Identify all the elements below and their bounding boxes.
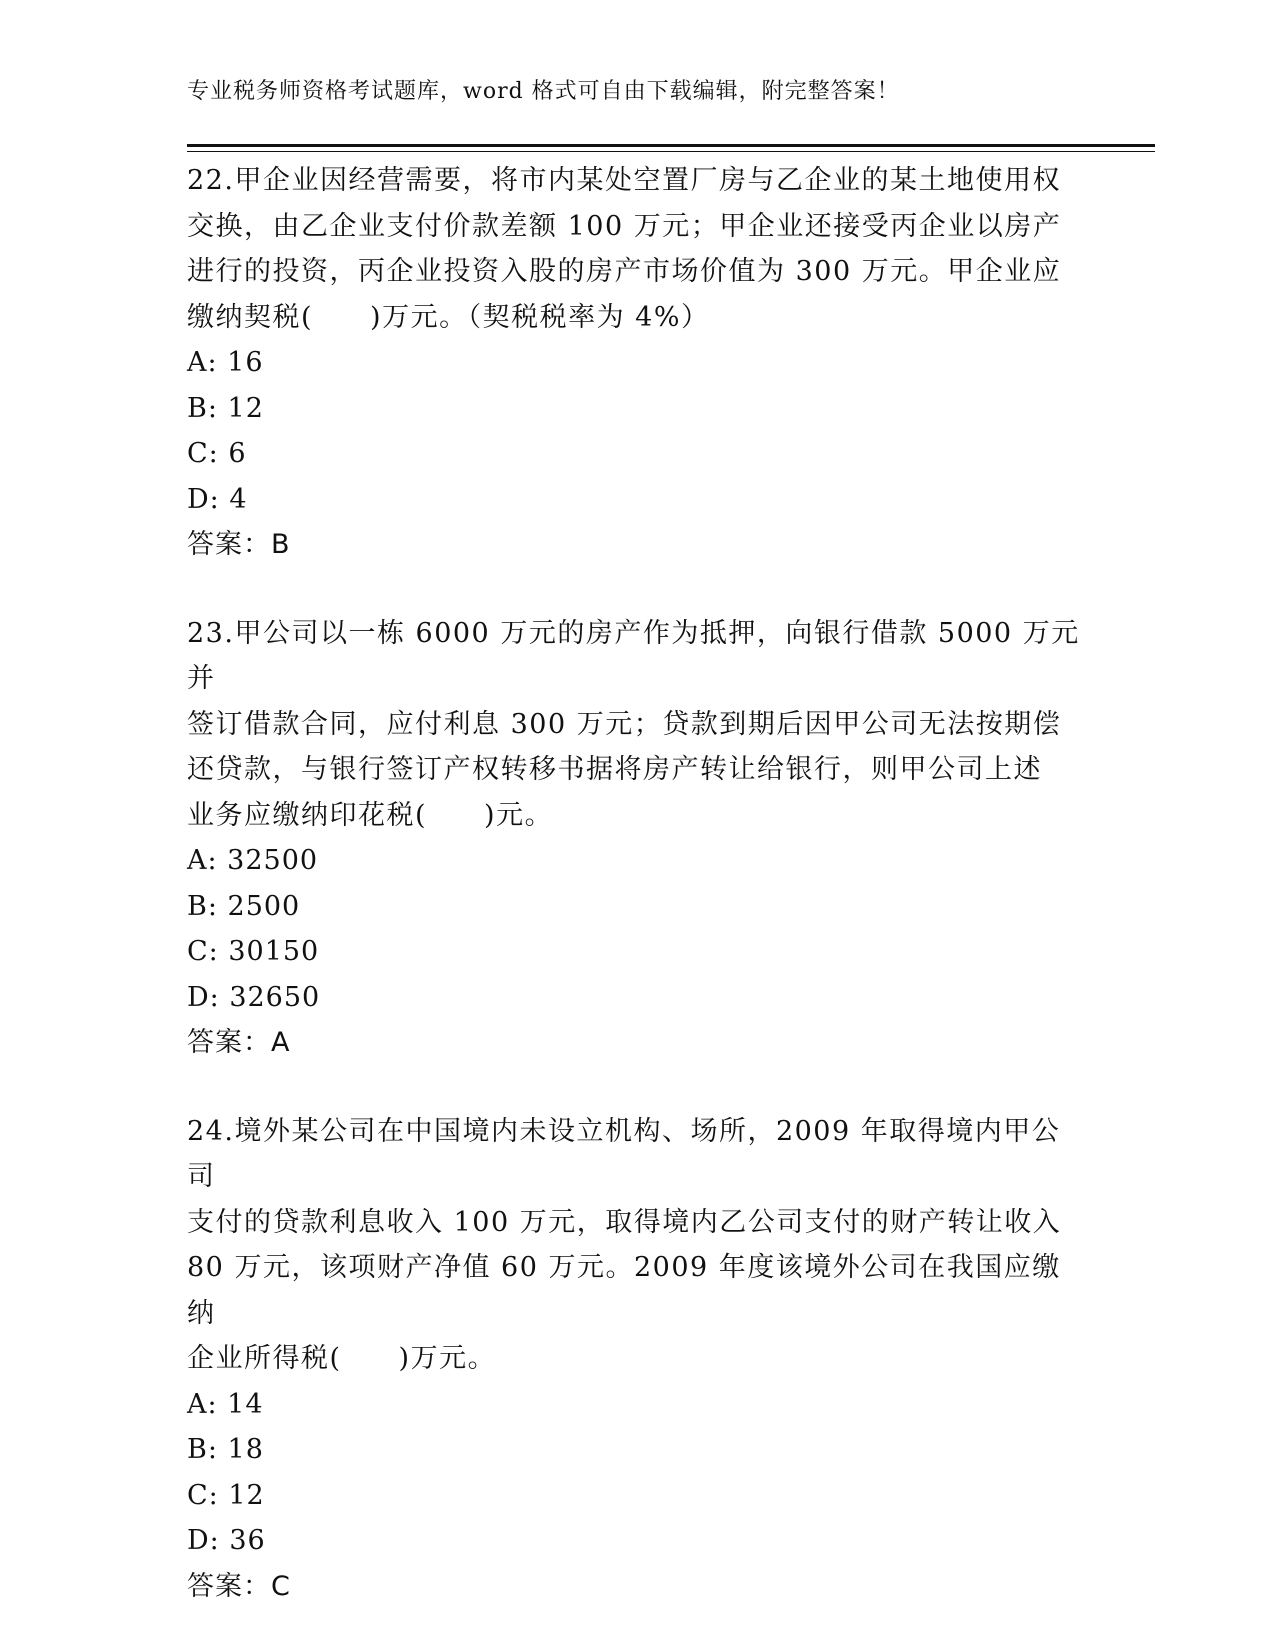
header-rule-thick	[187, 144, 1155, 147]
page-header: 专业税务师资格考试题库，word 格式可自由下载编辑，附完整答案！	[187, 79, 900, 104]
option-a: A: 14	[187, 1388, 264, 1420]
option-c: C: 6	[187, 438, 247, 469]
question-stem-line: 缴纳契税( )万元。（契税税率为 4%）	[187, 301, 710, 333]
option-b: B: 2500	[187, 890, 301, 922]
option-a: A: 16	[187, 347, 264, 378]
question-stem-line: 还贷款，与银行签订产权转移书据将房产转让给银行，则甲公司上述	[187, 754, 1042, 785]
option-c: C: 12	[187, 1479, 265, 1511]
question-spacer	[187, 568, 1087, 611]
question-stem-line: 企业所得税( )万元。	[187, 1343, 497, 1374]
option-b: B: 18	[187, 1434, 264, 1465]
question-stem-line: 业务应缴纳印花税( )元。	[187, 799, 554, 831]
header-rule-thin	[187, 151, 1155, 152]
option-a: A: 32500	[187, 845, 319, 876]
question-stem-line: 交换，由乙企业支付价款差额 100 万元；甲企业还接受丙企业以房产	[187, 210, 1062, 242]
answer-line: 答案：A	[187, 1027, 291, 1058]
option-d: D: 36	[187, 1525, 266, 1556]
option-b: B: 12	[187, 392, 264, 424]
question-stem-line: 80 万元，该项财产净值 60 万元。2009 年度该境外公司在我国应缴纳	[187, 1252, 1061, 1329]
option-c: C: 30150	[187, 936, 320, 967]
question-stem-line: 进行的投资，丙企业投资入股的房产市场价值为 300 万元。甲企业应	[187, 256, 1062, 287]
question-stem-line: 支付的贷款利息收入 100 万元，取得境内乙公司支付的财产转让收入	[187, 1206, 1062, 1238]
question-spacer	[187, 1066, 1087, 1109]
question-24	[187, 1109, 1087, 1610]
option-d: D: 4	[187, 483, 248, 515]
question-23	[187, 611, 1087, 1066]
question-22	[187, 158, 1087, 568]
answer-line: 答案：B	[187, 529, 291, 560]
question-stem-line: 24.境外某公司在中国境内未设立机构、场所，2009 年取得境内甲公司	[187, 1115, 1061, 1192]
option-d: D: 32650	[187, 981, 321, 1013]
answer-line: 答案：C	[187, 1570, 291, 1602]
question-stem-line: 23.甲公司以一栋 6000 万元的房产作为抵押，向银行借款 5000 万元并	[187, 617, 1080, 694]
question-list	[187, 158, 1087, 1609]
question-stem-line: 22.甲企业因经营需要，将市内某处空置厂房与乙企业的某土地使用权	[187, 165, 1061, 196]
question-stem-line: 签订借款合同，应付利息 300 万元；贷款到期后因甲公司无法按期偿	[187, 708, 1062, 740]
